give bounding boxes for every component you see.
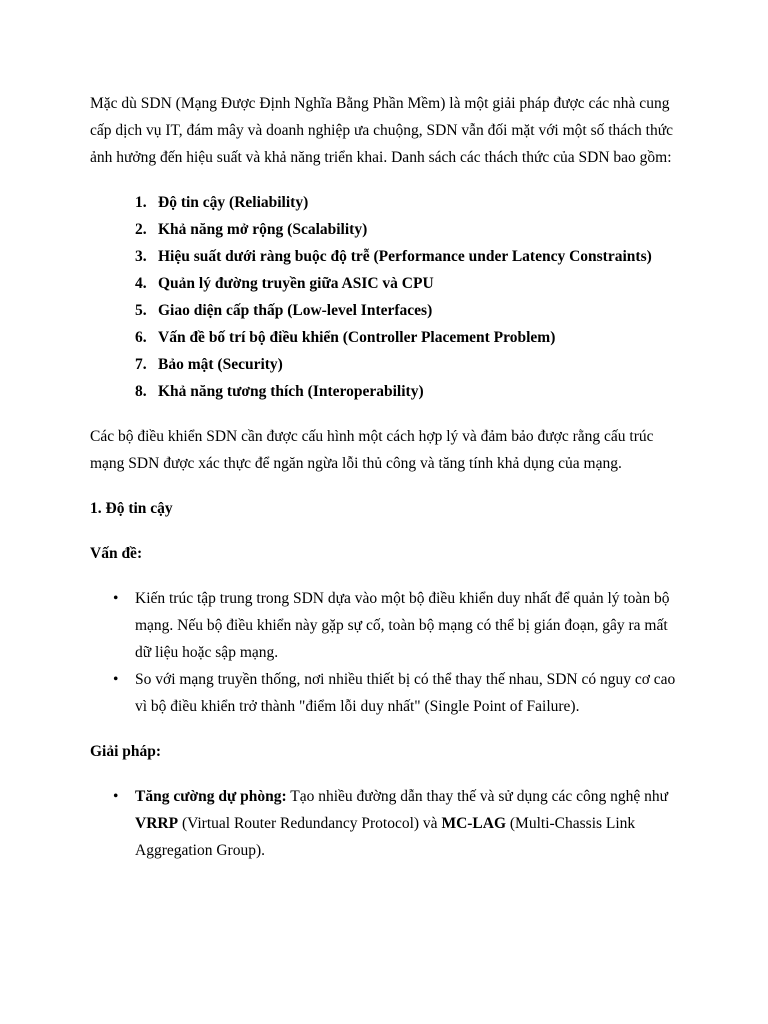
list-item-text: Hiệu suất dưới ràng buộc độ trễ (Performance under Latency Constraints) <box>158 248 652 265</box>
list-item <box>135 270 678 297</box>
list-item <box>135 216 678 243</box>
solution-list <box>90 783 678 864</box>
list-item <box>135 189 678 216</box>
list-number: 7. <box>135 356 147 373</box>
solution-text: (Multi-Chassis Link Aggregation Group). <box>135 815 636 859</box>
summary-paragraph: Các bộ điều khiển SDN cần được cấu hình một cách hợp lý và đảm bảo được rằng cấu trúc mạng SDN được xác thực để ngăn ngừa lỗi thủ công và tăng tính khả dụng của mạng. <box>90 428 654 472</box>
problem-list <box>90 585 678 720</box>
bullet-icon: • <box>113 788 119 805</box>
bullet-icon: • <box>113 671 119 688</box>
term-vrrp: VRRP <box>135 815 179 832</box>
list-number: 5. <box>135 302 147 319</box>
list-item <box>113 585 678 666</box>
list-item-text: Vấn đề bố trí bộ điều khiển (Controller Placement Problem) <box>158 329 556 346</box>
section-heading: 1. Độ tin cậy <box>90 500 173 517</box>
list-item-text: Kiến trúc tập trung trong SDN dựa vào một bộ điều khiển duy nhất để quản lý toàn bộ mạng. Nếu bộ điều khiển này gặp sự cố, toàn bộ mạng có thể bị gián đoạn, gây ra mất dữ liệu hoặc sập mạng. <box>135 590 670 661</box>
challenge-list <box>90 189 678 405</box>
list-item <box>135 378 678 405</box>
list-item <box>113 783 678 864</box>
term-mc-lag: MC-LAG <box>441 815 507 832</box>
solution-text: (Virtual Router Redundancy Protocol) và <box>178 815 442 832</box>
list-number: 8. <box>135 383 147 400</box>
solution-text: Tạo nhiều đường dẫn thay thế và sử dụng các công nghệ như <box>286 788 669 805</box>
list-item-text: Quản lý đường truyền giữa ASIC và CPU <box>158 275 434 292</box>
list-item <box>135 243 678 270</box>
list-item <box>113 666 678 720</box>
list-number: 4. <box>135 275 147 292</box>
bullet-icon: • <box>113 590 119 607</box>
list-item <box>135 324 678 351</box>
list-item-text: Giao diện cấp thấp (Low-level Interfaces) <box>158 302 433 319</box>
intro-paragraph: Mặc dù SDN (Mạng Được Định Nghĩa Bằng Phần Mềm) là một giải pháp được các nhà cung cấp dịch vụ IT, đám mây và doanh nghiệp ưa chuộng, SDN vẫn đối mặt với một số thách thức ảnh hưởng đến hiệu suất và khả năng triển khai. Danh sách các thách thức của SDN bao gồm: <box>90 95 674 166</box>
list-item-text: Bảo mật (Security) <box>158 356 283 373</box>
list-number: 6. <box>135 329 147 346</box>
list-number: 1. <box>135 194 147 211</box>
list-number: 3. <box>135 248 147 265</box>
list-item <box>135 351 678 378</box>
list-item <box>135 297 678 324</box>
list-number: 2. <box>135 221 147 238</box>
problem-heading: Vấn đề: <box>90 545 143 562</box>
solution-lead: Tăng cường dự phòng: <box>135 788 287 805</box>
list-item-text: Khả năng mở rộng (Scalability) <box>158 221 368 238</box>
list-item-text: Khả năng tương thích (Interoperability) <box>158 383 424 400</box>
solution-heading: Giải pháp: <box>90 743 162 760</box>
list-item-text: Độ tin cậy (Reliability) <box>158 194 309 211</box>
list-item-text: So với mạng truyền thống, nơi nhiều thiết bị có thể thay thế nhau, SDN có nguy cơ cao vì bộ điều khiển trở thành "điểm lỗi duy nhất" (Single Point of Failure). <box>135 671 676 715</box>
